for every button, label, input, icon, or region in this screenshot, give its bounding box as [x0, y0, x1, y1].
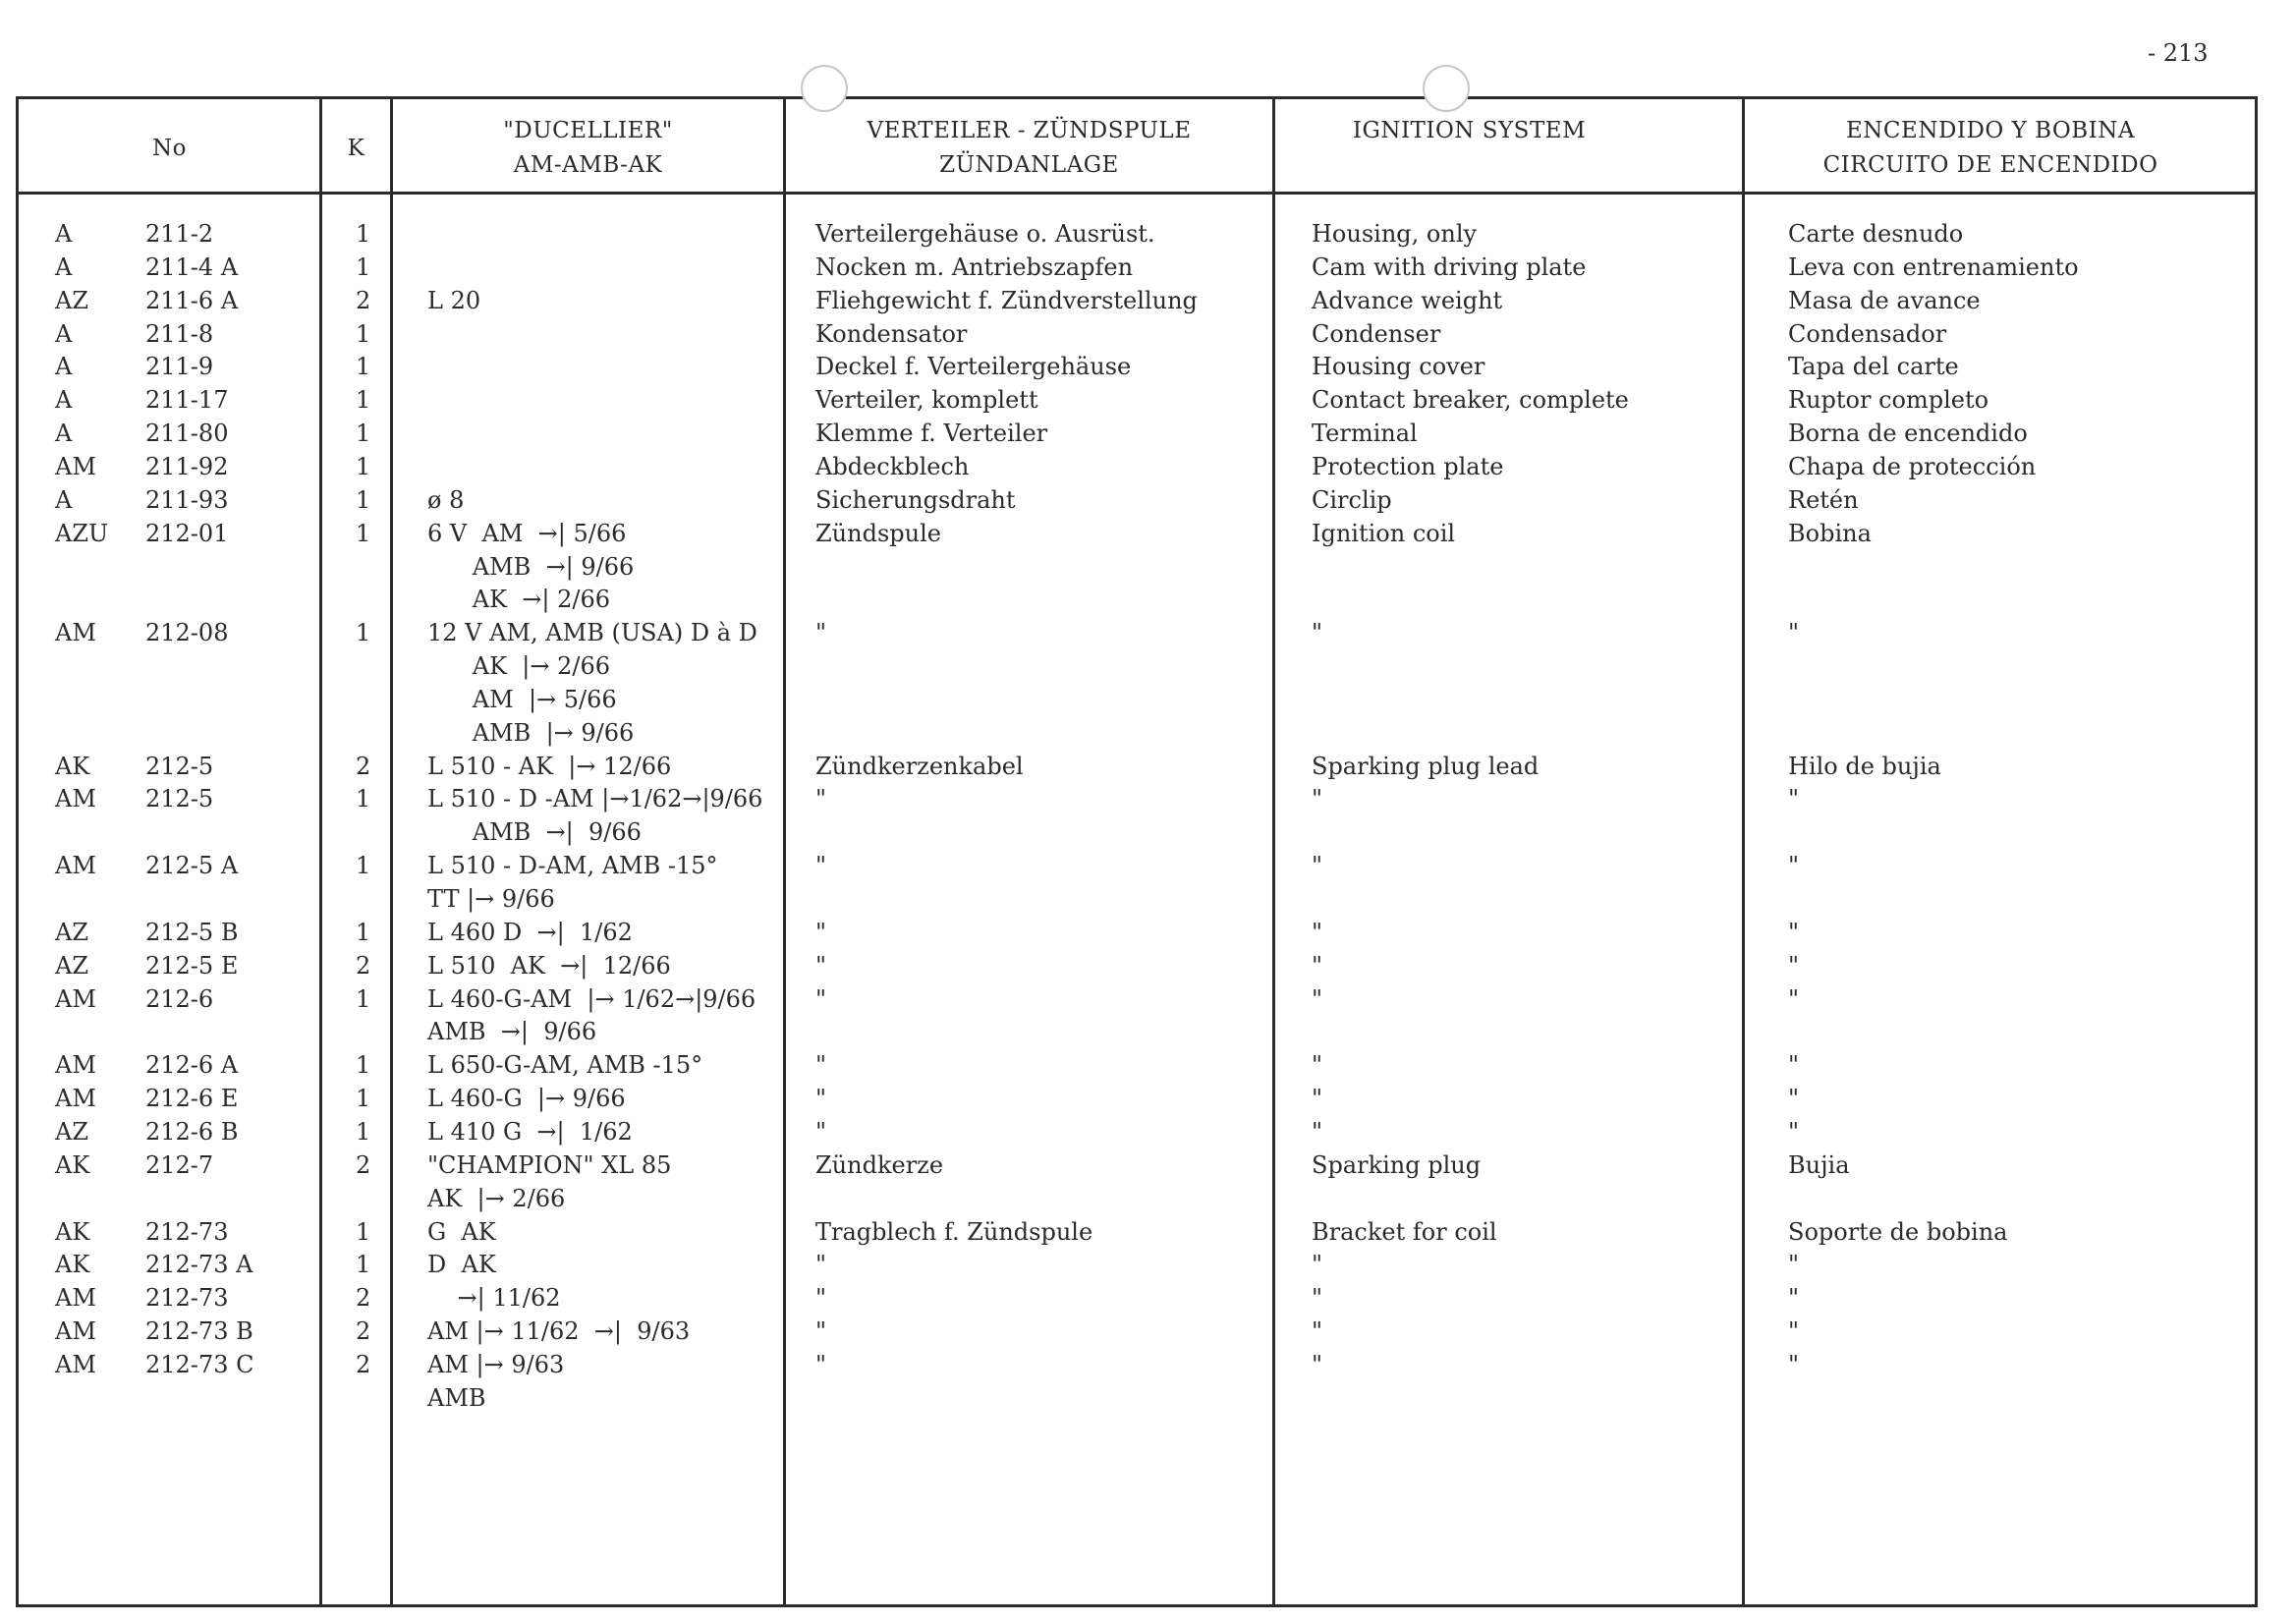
cell-german: "	[815, 619, 827, 646]
cell-spanish: "	[1788, 1051, 1800, 1079]
cell-ducellier: AM |→ 11/62 →| 9/63	[427, 1317, 691, 1345]
cell-german: "	[815, 1118, 827, 1146]
cell-number: 211-4 A	[145, 253, 239, 281]
cell-german: Abdeckblech	[815, 453, 970, 480]
cell-ducellier: "CHAMPION" XL 85	[427, 1151, 672, 1179]
cell-k: 1	[356, 386, 371, 414]
cell-ducellier: AMB →| 9/66	[427, 818, 642, 846]
cell-number: 212-73 B	[145, 1317, 253, 1345]
cell-spanish: "	[1788, 1284, 1800, 1312]
cell-ducellier: L 650-G-AM, AMB -15°	[427, 1051, 703, 1079]
cell-ducellier: L 20	[427, 287, 481, 314]
cell-prefix: AM	[55, 1085, 96, 1112]
cell-number: 212-01	[145, 520, 229, 547]
cell-k: 1	[356, 420, 371, 447]
cell-german: Zündspule	[815, 520, 941, 547]
cell-number: 212-73 A	[145, 1251, 253, 1278]
cell-number: 212-6 A	[145, 1051, 239, 1079]
cell-german: Sicherungsdraht	[815, 486, 1016, 514]
cell-number: 212-6 B	[145, 1118, 239, 1146]
cell-english: Sparking plug lead	[1312, 753, 1540, 780]
cell-number: 211-6 A	[145, 287, 239, 314]
cell-german: Tragblech f. Zündspule	[815, 1218, 1093, 1246]
table-row	[0, 287, 2289, 320]
table-row	[0, 952, 2289, 985]
table-row	[0, 1351, 2289, 1384]
table-row	[0, 1118, 2289, 1151]
cell-english: "	[1312, 619, 1323, 646]
table-row	[0, 1218, 2289, 1252]
table-row	[0, 453, 2289, 486]
cell-ducellier: TT |→ 9/66	[427, 885, 555, 913]
cell-prefix: A	[55, 386, 73, 414]
cell-english: "	[1312, 919, 1323, 946]
cell-k: 1	[356, 453, 371, 480]
cell-prefix: AZU	[55, 520, 109, 547]
cell-prefix: AK	[55, 1218, 90, 1246]
cell-english: "	[1312, 1251, 1323, 1278]
cell-number: 212-08	[145, 619, 229, 646]
cell-k: 1	[356, 985, 371, 1013]
table-row	[0, 320, 2289, 354]
cell-english: "	[1312, 1051, 1323, 1079]
cell-number: 212-73	[145, 1218, 229, 1246]
cell-spanish: "	[1788, 1085, 1800, 1112]
cell-prefix: AK	[55, 753, 90, 780]
header-german-line1: VERTEILER - ZÜNDSPULE	[867, 118, 1192, 143]
cell-english: Bracket for coil	[1312, 1218, 1497, 1246]
table-row	[0, 386, 2289, 420]
cell-prefix: AZ	[55, 287, 89, 314]
table-row	[0, 1384, 2289, 1418]
cell-k: 2	[356, 1151, 371, 1179]
header-ducellier-line2: AM-AMB-AK	[513, 152, 663, 178]
cell-prefix: AM	[55, 1051, 96, 1079]
cell-number: 211-2	[145, 220, 214, 248]
cell-spanish: Retén	[1788, 486, 1859, 514]
header-k: K	[347, 136, 365, 161]
table-row	[0, 818, 2289, 852]
cell-german: "	[815, 785, 827, 812]
cell-ducellier: L 460 D →| 1/62	[427, 919, 633, 946]
table-row	[0, 753, 2289, 786]
cell-spanish: Chapa de protección	[1788, 453, 2037, 480]
cell-german: "	[815, 985, 827, 1013]
cell-english: "	[1312, 985, 1323, 1013]
header-german-line2: ZÜNDANLAGE	[939, 152, 1119, 178]
cell-german: "	[815, 852, 827, 879]
cell-prefix: AM	[55, 1284, 96, 1312]
cell-prefix: A	[55, 220, 73, 248]
cell-english: "	[1312, 1085, 1323, 1112]
cell-spanish: Leva con entrenamiento	[1788, 253, 2079, 281]
cell-spanish: "	[1788, 1118, 1800, 1146]
cell-english: Contact breaker, complete	[1312, 386, 1629, 414]
cell-german: Zündkerze	[815, 1151, 944, 1179]
cell-ducellier: L 510 - D -AM |→1/62→|9/66	[427, 785, 763, 812]
cell-k: 1	[356, 1218, 371, 1246]
table-row	[0, 486, 2289, 520]
cell-spanish: Ruptor completo	[1788, 386, 1989, 414]
cell-ducellier: 6 V AM →| 5/66	[427, 520, 627, 547]
header-divider	[16, 192, 2258, 195]
cell-number: 212-5 A	[145, 852, 239, 879]
cell-number: 212-5	[145, 753, 214, 780]
cell-spanish: "	[1788, 1351, 1800, 1378]
table-row	[0, 253, 2289, 287]
cell-german: "	[815, 1351, 827, 1378]
cell-k: 1	[356, 253, 371, 281]
table-row	[0, 1151, 2289, 1185]
cell-k: 1	[356, 1085, 371, 1112]
cell-ducellier: AK →| 2/66	[427, 586, 611, 613]
cell-english: Condenser	[1312, 320, 1441, 348]
cell-ducellier: AM |→ 5/66	[427, 686, 617, 713]
cell-english: Terminal	[1312, 420, 1418, 447]
cell-prefix: AK	[55, 1251, 90, 1278]
cell-ducellier: L 510 - AK |→ 12/66	[427, 753, 672, 780]
cell-spanish: "	[1788, 985, 1800, 1013]
cell-k: 1	[356, 1251, 371, 1278]
table-row	[0, 719, 2289, 753]
cell-ducellier: L 510 AK →| 12/66	[427, 952, 671, 980]
cell-number: 212-73 C	[145, 1351, 254, 1378]
cell-ducellier: AM |→ 9/63	[427, 1351, 565, 1378]
cell-prefix: AM	[55, 1317, 96, 1345]
cell-english: Housing cover	[1312, 353, 1485, 380]
cell-english: "	[1312, 1118, 1323, 1146]
cell-spanish: Bujia	[1788, 1151, 1850, 1179]
table-row	[0, 919, 2289, 952]
cell-k: 1	[356, 520, 371, 547]
table-row	[0, 985, 2289, 1019]
cell-spanish: "	[1788, 1251, 1800, 1278]
table-row	[0, 220, 2289, 253]
cell-number: 212-6 E	[145, 1085, 239, 1112]
cell-number: 211-17	[145, 386, 229, 414]
cell-prefix: AK	[55, 1151, 90, 1179]
cell-spanish: "	[1788, 619, 1800, 646]
cell-spanish: "	[1788, 852, 1800, 879]
cell-number: 212-5 B	[145, 919, 239, 946]
table-row	[0, 1284, 2289, 1317]
cell-prefix: AM	[55, 453, 96, 480]
cell-prefix: AZ	[55, 919, 89, 946]
table-row	[0, 353, 2289, 386]
cell-spanish: "	[1788, 785, 1800, 812]
cell-german: Verteilergehäuse o. Ausrüst.	[815, 220, 1155, 248]
cell-spanish: Tapa del carte	[1788, 353, 1959, 380]
cell-k: 2	[356, 1284, 371, 1312]
cell-k: 1	[356, 785, 371, 812]
cell-number: 211-92	[145, 453, 229, 480]
cell-number: 211-80	[145, 420, 229, 447]
header-english-line1: IGNITION SYSTEM	[1352, 118, 1587, 143]
cell-english: "	[1312, 952, 1323, 980]
cell-spanish: Hilo de bujia	[1788, 753, 1941, 780]
cell-english: "	[1312, 1317, 1323, 1345]
cell-prefix: A	[55, 486, 73, 514]
cell-k: 1	[356, 1118, 371, 1146]
header-spanish-line1: ENCENDIDO Y BOBINA	[1846, 118, 2135, 143]
binder-hole-left	[801, 65, 848, 112]
cell-prefix: A	[55, 253, 73, 281]
page-number: - 213	[2148, 39, 2209, 67]
binder-hole-right	[1423, 65, 1470, 112]
cell-k: 1	[356, 852, 371, 879]
table-row	[0, 1051, 2289, 1085]
cell-ducellier: G AK	[427, 1218, 496, 1246]
cell-number: 211-9	[145, 353, 214, 380]
cell-prefix: AZ	[55, 1118, 89, 1146]
cell-k: 1	[356, 220, 371, 248]
cell-k: 1	[356, 353, 371, 380]
cell-prefix: AM	[55, 785, 96, 812]
cell-english: Housing, only	[1312, 220, 1478, 248]
table-row	[0, 1185, 2289, 1218]
cell-k: 1	[356, 320, 371, 348]
cell-english: Sparking plug	[1312, 1151, 1482, 1179]
cell-spanish: Soporte de bobina	[1788, 1218, 2008, 1246]
header-ducellier-line1: "DUCELLIER"	[503, 118, 673, 143]
cell-ducellier: L 460-G |→ 9/66	[427, 1085, 626, 1112]
cell-number: 212-6	[145, 985, 214, 1013]
cell-ducellier: AMB →| 9/66	[427, 1018, 597, 1045]
cell-number: 212-7	[145, 1151, 214, 1179]
table-row	[0, 852, 2289, 885]
table-row	[0, 1085, 2289, 1118]
cell-english: "	[1312, 852, 1323, 879]
cell-k: 1	[356, 486, 371, 514]
cell-prefix: AM	[55, 985, 96, 1013]
cell-number: 212-73	[145, 1284, 229, 1312]
table-row	[0, 586, 2289, 619]
cell-german: "	[815, 1085, 827, 1112]
header-german	[786, 114, 1272, 183]
cell-german: "	[815, 1284, 827, 1312]
cell-k: 2	[356, 1317, 371, 1345]
cell-prefix: AZ	[55, 952, 89, 980]
cell-german: Nocken m. Antriebszapfen	[815, 253, 1134, 281]
cell-k: 2	[356, 753, 371, 780]
header-english	[1275, 114, 1663, 148]
cell-spanish: Masa de avance	[1788, 287, 1981, 314]
cell-ducellier: L 460-G-AM |→ 1/62→|9/66	[427, 985, 756, 1013]
header-spanish-line2: CIRCUITO DE ENCENDIDO	[1822, 152, 2158, 178]
cell-ducellier: AMB →| 9/66	[427, 553, 635, 581]
cell-k: 1	[356, 619, 371, 646]
cell-prefix: A	[55, 353, 73, 380]
cell-k: 2	[356, 952, 371, 980]
cell-prefix: AM	[55, 619, 96, 646]
cell-ducellier: D AK	[427, 1251, 496, 1278]
cell-english: Circlip	[1312, 486, 1392, 514]
table-row	[0, 619, 2289, 652]
table-row	[0, 420, 2289, 453]
cell-spanish: Condensador	[1788, 320, 1947, 348]
cell-prefix: AM	[55, 1351, 96, 1378]
cell-english: "	[1312, 1284, 1323, 1312]
cell-number: 212-5	[145, 785, 214, 812]
table-row	[0, 520, 2289, 553]
header-no: No	[152, 136, 187, 161]
cell-number: 212-5 E	[145, 952, 239, 980]
table-row	[0, 1251, 2289, 1284]
cell-spanish: "	[1788, 919, 1800, 946]
table-row	[0, 785, 2289, 818]
cell-ducellier: L 510 - D-AM, AMB -15°	[427, 852, 718, 879]
cell-k: 2	[356, 287, 371, 314]
table-row	[0, 1018, 2289, 1051]
cell-english: "	[1312, 785, 1323, 812]
cell-english: Advance weight	[1312, 287, 1503, 314]
cell-ducellier: →| 11/62	[427, 1284, 561, 1312]
cell-number: 211-93	[145, 486, 229, 514]
cell-prefix: A	[55, 320, 73, 348]
header-spanish	[1745, 114, 2236, 183]
cell-spanish: Bobina	[1788, 520, 1872, 547]
cell-german: "	[815, 919, 827, 946]
table-row	[0, 1317, 2289, 1351]
cell-english: Protection plate	[1312, 453, 1504, 480]
cell-german: Zündkerzenkabel	[815, 753, 1024, 780]
cell-german: Kondensator	[815, 320, 968, 348]
cell-prefix: AM	[55, 852, 96, 879]
cell-spanish: Borna de encendido	[1788, 420, 2028, 447]
cell-number: 211-8	[145, 320, 214, 348]
table-row	[0, 686, 2289, 719]
header-ducellier	[393, 114, 783, 183]
cell-german: "	[815, 1251, 827, 1278]
cell-k: 1	[356, 1051, 371, 1079]
cell-german: Fliehgewicht f. Zündverstellung	[815, 287, 1198, 314]
cell-ducellier: ø 8	[427, 486, 465, 514]
table-row	[0, 553, 2289, 587]
cell-german: Verteiler, komplett	[815, 386, 1038, 414]
cell-ducellier: L 410 G →| 1/62	[427, 1118, 633, 1146]
cell-ducellier: AMB |→ 9/66	[427, 719, 635, 747]
cell-k: 1	[356, 919, 371, 946]
cell-english: Ignition coil	[1312, 520, 1456, 547]
cell-k: 2	[356, 1351, 371, 1378]
cell-english: Cam with driving plate	[1312, 253, 1587, 281]
cell-spanish: Carte desnudo	[1788, 220, 1964, 248]
cell-spanish: "	[1788, 952, 1800, 980]
cell-german: "	[815, 1317, 827, 1345]
cell-ducellier: 12 V AM, AMB (USA) D à D	[427, 619, 757, 646]
cell-ducellier: AK |→ 2/66	[427, 652, 611, 680]
table-row	[0, 885, 2289, 919]
table-row	[0, 652, 2289, 686]
cell-prefix: A	[55, 420, 73, 447]
cell-english: "	[1312, 1351, 1323, 1378]
cell-german: "	[815, 952, 827, 980]
cell-ducellier: AK |→ 2/66	[427, 1185, 566, 1212]
cell-german: Klemme f. Verteiler	[815, 420, 1048, 447]
cell-ducellier: AMB	[427, 1384, 486, 1412]
cell-german: Deckel f. Verteilergehäuse	[815, 353, 1132, 380]
cell-german: "	[815, 1051, 827, 1079]
cell-spanish: "	[1788, 1317, 1800, 1345]
